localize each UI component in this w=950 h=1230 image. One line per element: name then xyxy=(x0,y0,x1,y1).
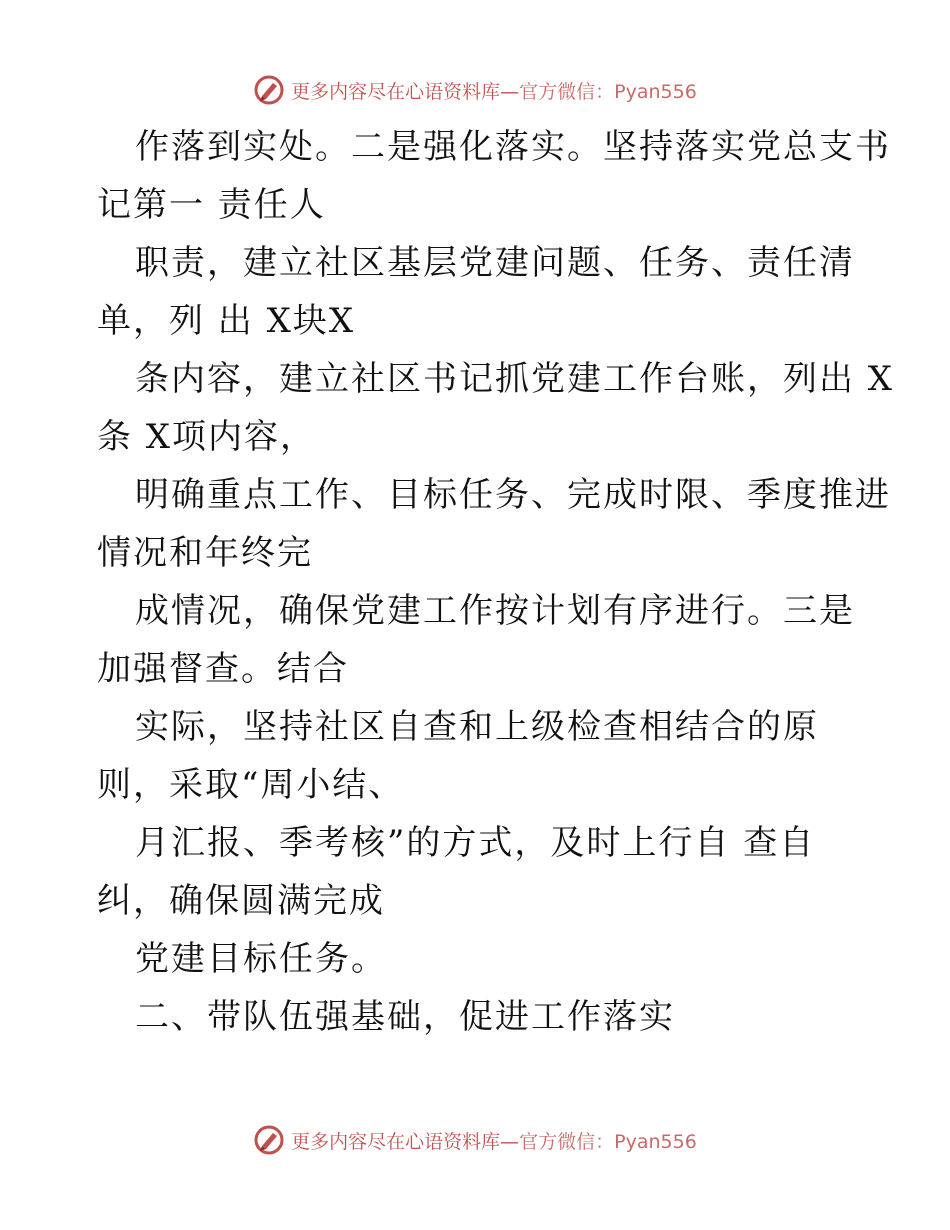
document-body xyxy=(97,118,895,1046)
header-suffix: 官方微信：Pyan556 xyxy=(519,80,697,103)
header-prefix: 更多内容尽在心语资料库 xyxy=(291,80,501,103)
section-heading: 二、带队伍强基础，促进工作落实 xyxy=(135,997,675,1037)
body-line: 实际，坚持社区自查和上级检查相结合的原 xyxy=(135,707,819,747)
header-text xyxy=(291,77,697,104)
body-line: 纠，确保圆满完成 xyxy=(97,881,385,921)
body-line: 职责，建立社区基层党建问题、任务、责任清 xyxy=(135,243,855,283)
footer-prefix: 更多内容尽在心语资料库 xyxy=(291,1130,501,1153)
body-line: 党建目标任务。 xyxy=(135,939,387,979)
body-line: 月汇报、季考核”的方式，及时上行自 查自 xyxy=(135,823,816,863)
body-line: 成情况，确保党建工作按计划有序进行。三是 xyxy=(135,591,855,631)
body-line: 单，列 出 X块X xyxy=(97,301,356,341)
header-dash: — xyxy=(500,80,520,103)
footer-text xyxy=(291,1127,697,1154)
body-line: 明确重点工作、目标任务、完成时限、季度推进 xyxy=(135,475,891,515)
body-line: 则，采取“周小结、 xyxy=(97,765,405,805)
footer-dash: — xyxy=(500,1130,520,1153)
body-line: 情况和年终完 xyxy=(97,533,313,573)
body-line: 条内容，建立社区书记抓党建工作台账，列出 X xyxy=(135,359,895,399)
pen-seal-icon xyxy=(253,1124,285,1156)
header-watermark xyxy=(0,70,950,110)
body-line: 条 X项内容， xyxy=(97,417,317,457)
footer-suffix: 官方微信：Pyan556 xyxy=(519,1130,697,1153)
body-line: 作落到实处。二是强化落实。坚持落实党总支书 xyxy=(135,127,891,167)
body-line: 记第一 责任人 xyxy=(97,185,326,225)
pen-seal-icon xyxy=(253,74,285,106)
footer-watermark xyxy=(0,1120,950,1160)
body-line: 加强督查。结合 xyxy=(97,649,349,689)
